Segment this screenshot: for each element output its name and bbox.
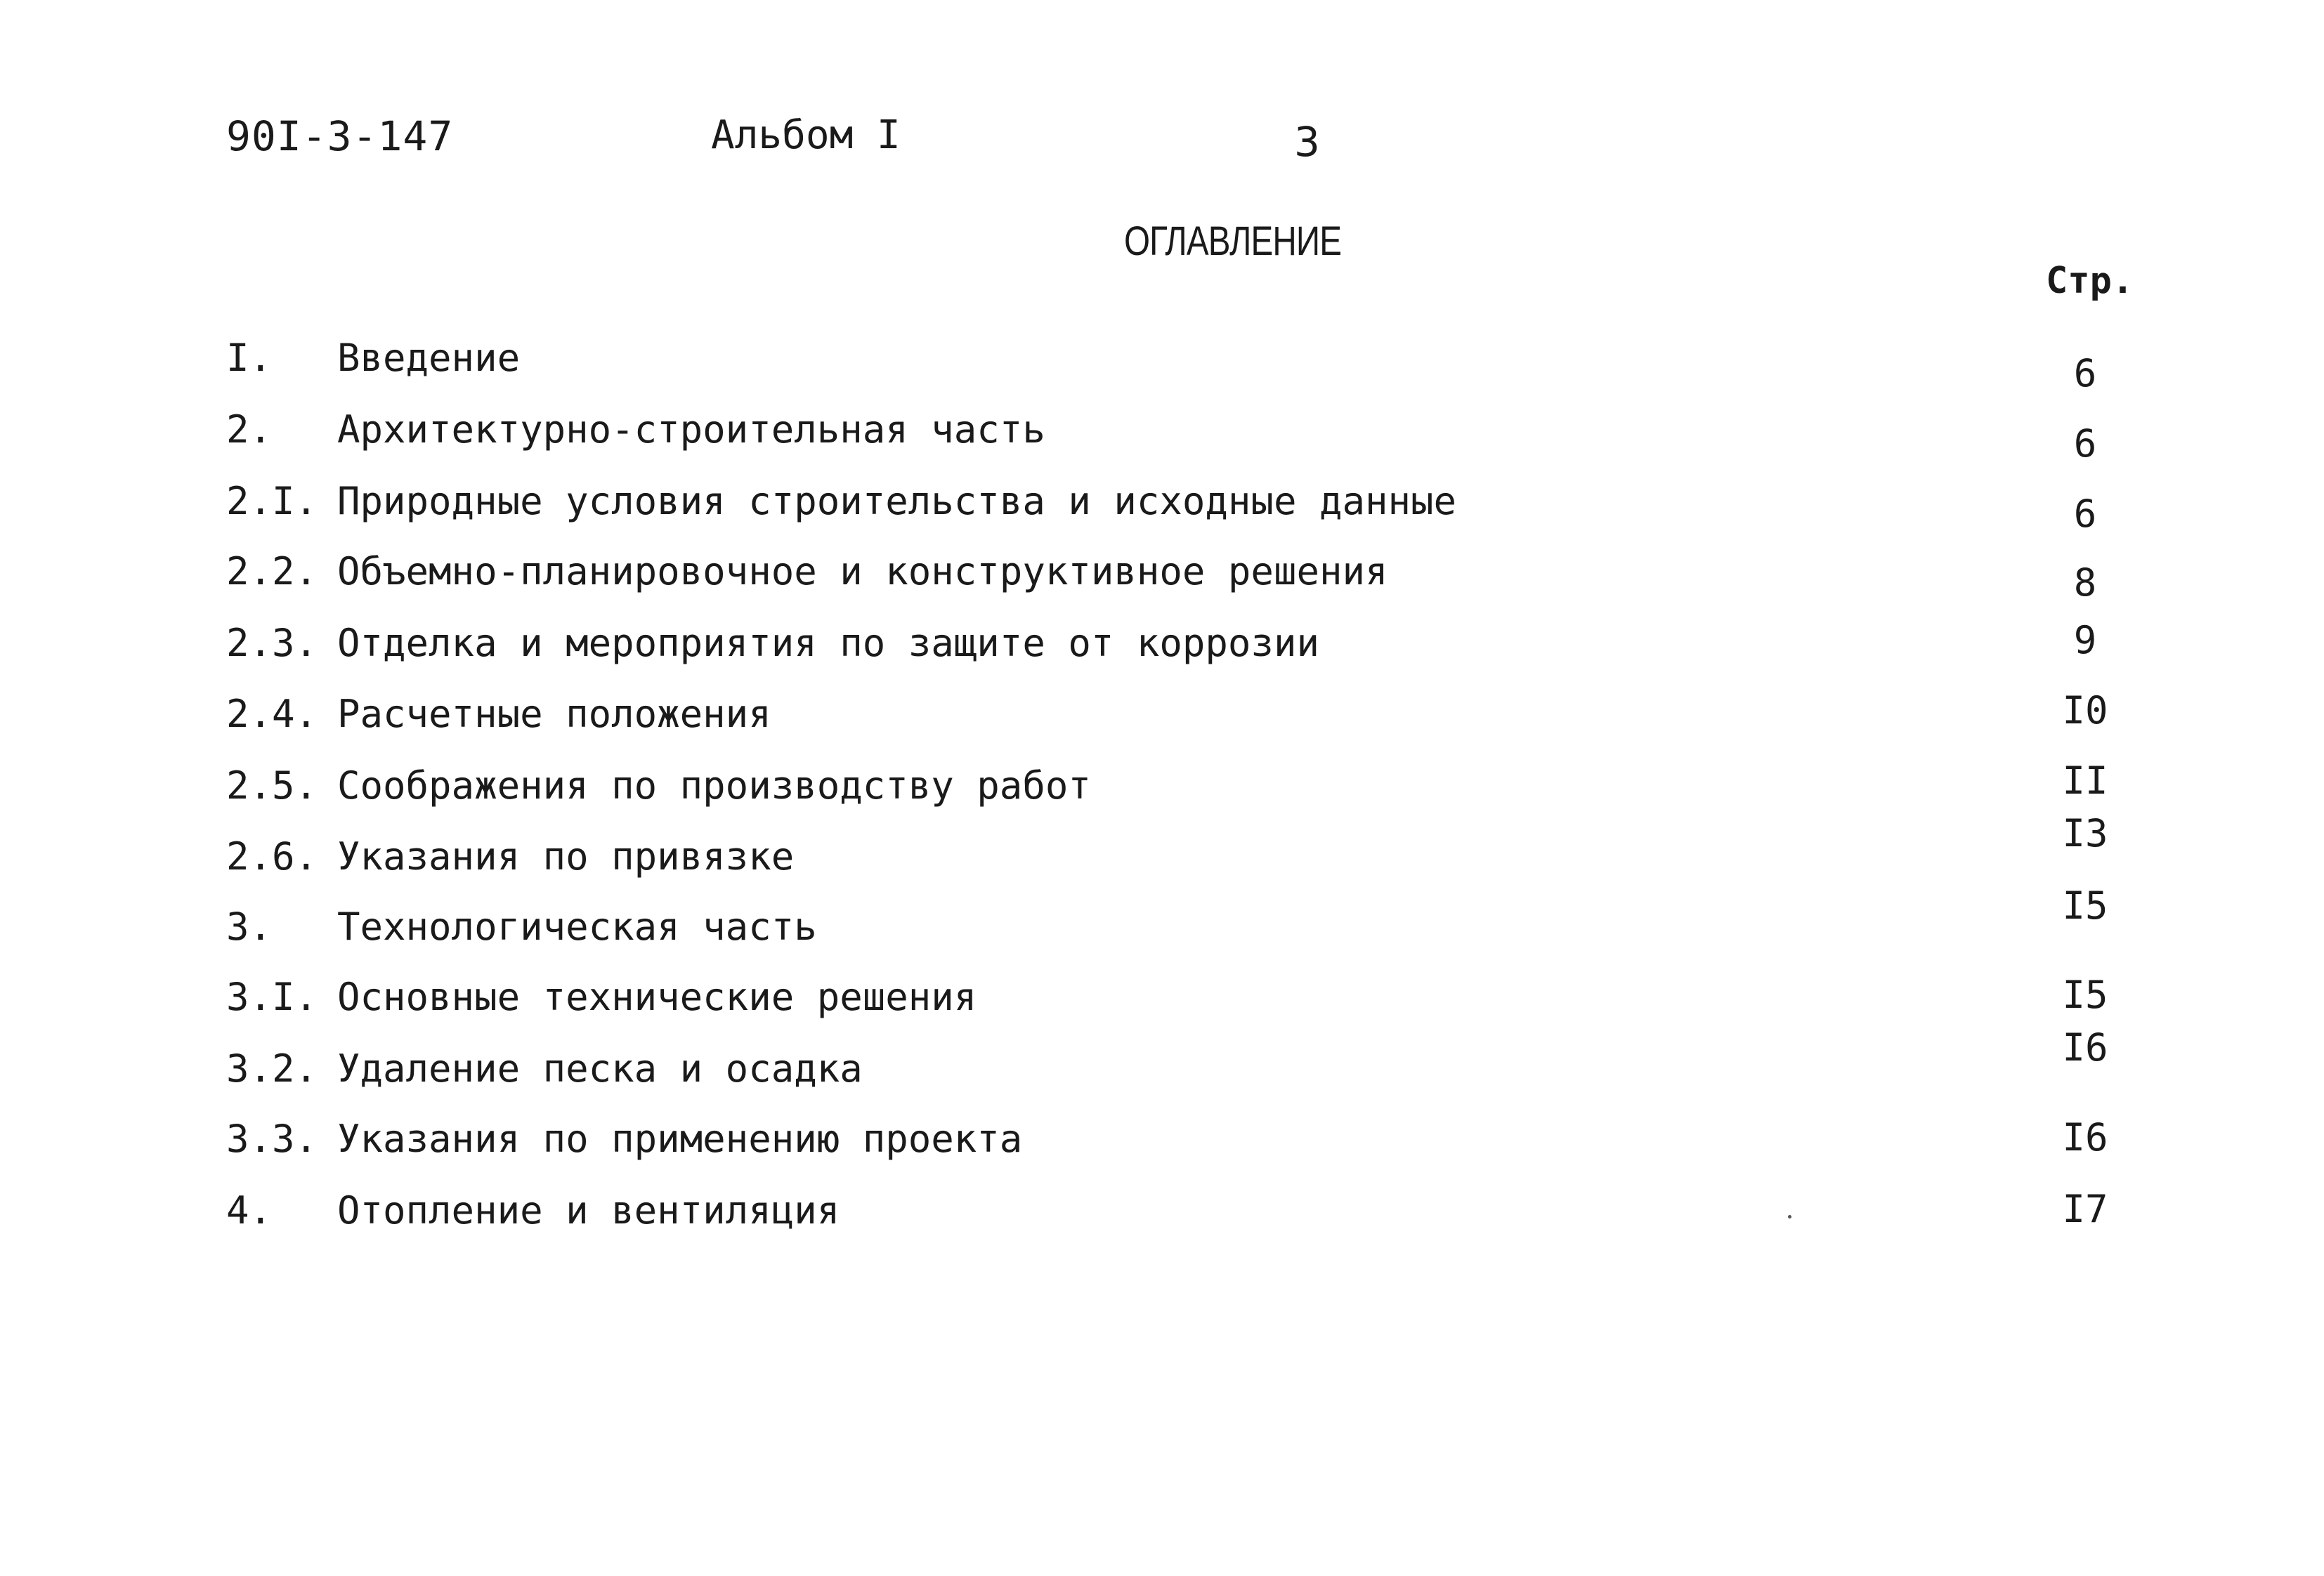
- toc-entry-number: 2.4.: [226, 692, 318, 736]
- toc-entry-page: 8: [2073, 560, 2097, 605]
- toc-entry-page: 9: [2073, 618, 2097, 662]
- toc-entry-page: I6: [2062, 1025, 2108, 1070]
- toc-entry-number: I.: [226, 336, 273, 380]
- toc-entry-title: Удаление песка и осадка: [337, 1046, 863, 1091]
- album-label: Альбом I: [711, 112, 901, 158]
- toc-entry-number: 3.3.: [226, 1117, 318, 1161]
- toc-entry-page: I7: [2062, 1187, 2108, 1231]
- toc-entry-title: Расчетные положения: [337, 692, 771, 736]
- page-number: 3: [1294, 118, 1320, 166]
- toc-entry-page: I0: [2062, 688, 2108, 733]
- toc-entry-title: Архитектурно-строительная часть: [337, 407, 1045, 452]
- toc-entry-title: Отопление и вентиляция: [337, 1188, 840, 1233]
- toc-entry-title: Объемно-планировочное и конструктивное решения: [337, 549, 1388, 593]
- toc-entry-title: Основные технические решения: [337, 975, 977, 1019]
- toc-entry-title: Природные условия строительства и исходные данные: [337, 479, 1457, 523]
- toc-entry-number: 2.6.: [226, 834, 318, 879]
- toc-entry-number: 2.I.: [226, 479, 318, 523]
- document-code: 90I-3-147: [226, 112, 454, 160]
- scan-speck: [1788, 1215, 1791, 1219]
- toc-entry-page: I5: [2062, 884, 2108, 928]
- toc-entry-page: 6: [2073, 492, 2097, 536]
- toc-entry-title: Указания по применению проекта: [337, 1117, 1023, 1161]
- toc-title: ОГЛАВЛЕНИЕ: [1124, 218, 1342, 264]
- toc-entry-page: 6: [2073, 421, 2097, 466]
- toc-entry-page: II: [2062, 759, 2108, 803]
- toc-entry-page: I6: [2062, 1115, 2108, 1160]
- toc-entry-number: 2.2.: [226, 549, 318, 593]
- toc-entry-page: I3: [2062, 811, 2108, 855]
- toc-entry-number: 3.: [226, 905, 273, 949]
- page-column-header: Стр.: [2046, 260, 2134, 302]
- toc-entry-number: 3.2.: [226, 1046, 318, 1091]
- toc-entry-title: Введение: [337, 336, 521, 380]
- toc-entry-number: 2.5.: [226, 763, 318, 808]
- toc-entry-number: 3.I.: [226, 975, 318, 1019]
- toc-entry-number: 2.3.: [226, 621, 318, 665]
- toc-entry-title: Указания по привязке: [337, 834, 795, 879]
- toc-entry-title: Технологическая часть: [337, 905, 817, 949]
- toc-entry-number: 4.: [226, 1188, 273, 1233]
- toc-entry-page: I5: [2062, 973, 2108, 1017]
- toc-entry-title: Отделка и мероприятия по защите от коррозии: [337, 621, 1319, 665]
- toc-entry-title: Соображения по производству работ: [337, 763, 1091, 808]
- toc-entry-page: 6: [2073, 351, 2097, 395]
- toc-entry-number: 2.: [226, 407, 273, 452]
